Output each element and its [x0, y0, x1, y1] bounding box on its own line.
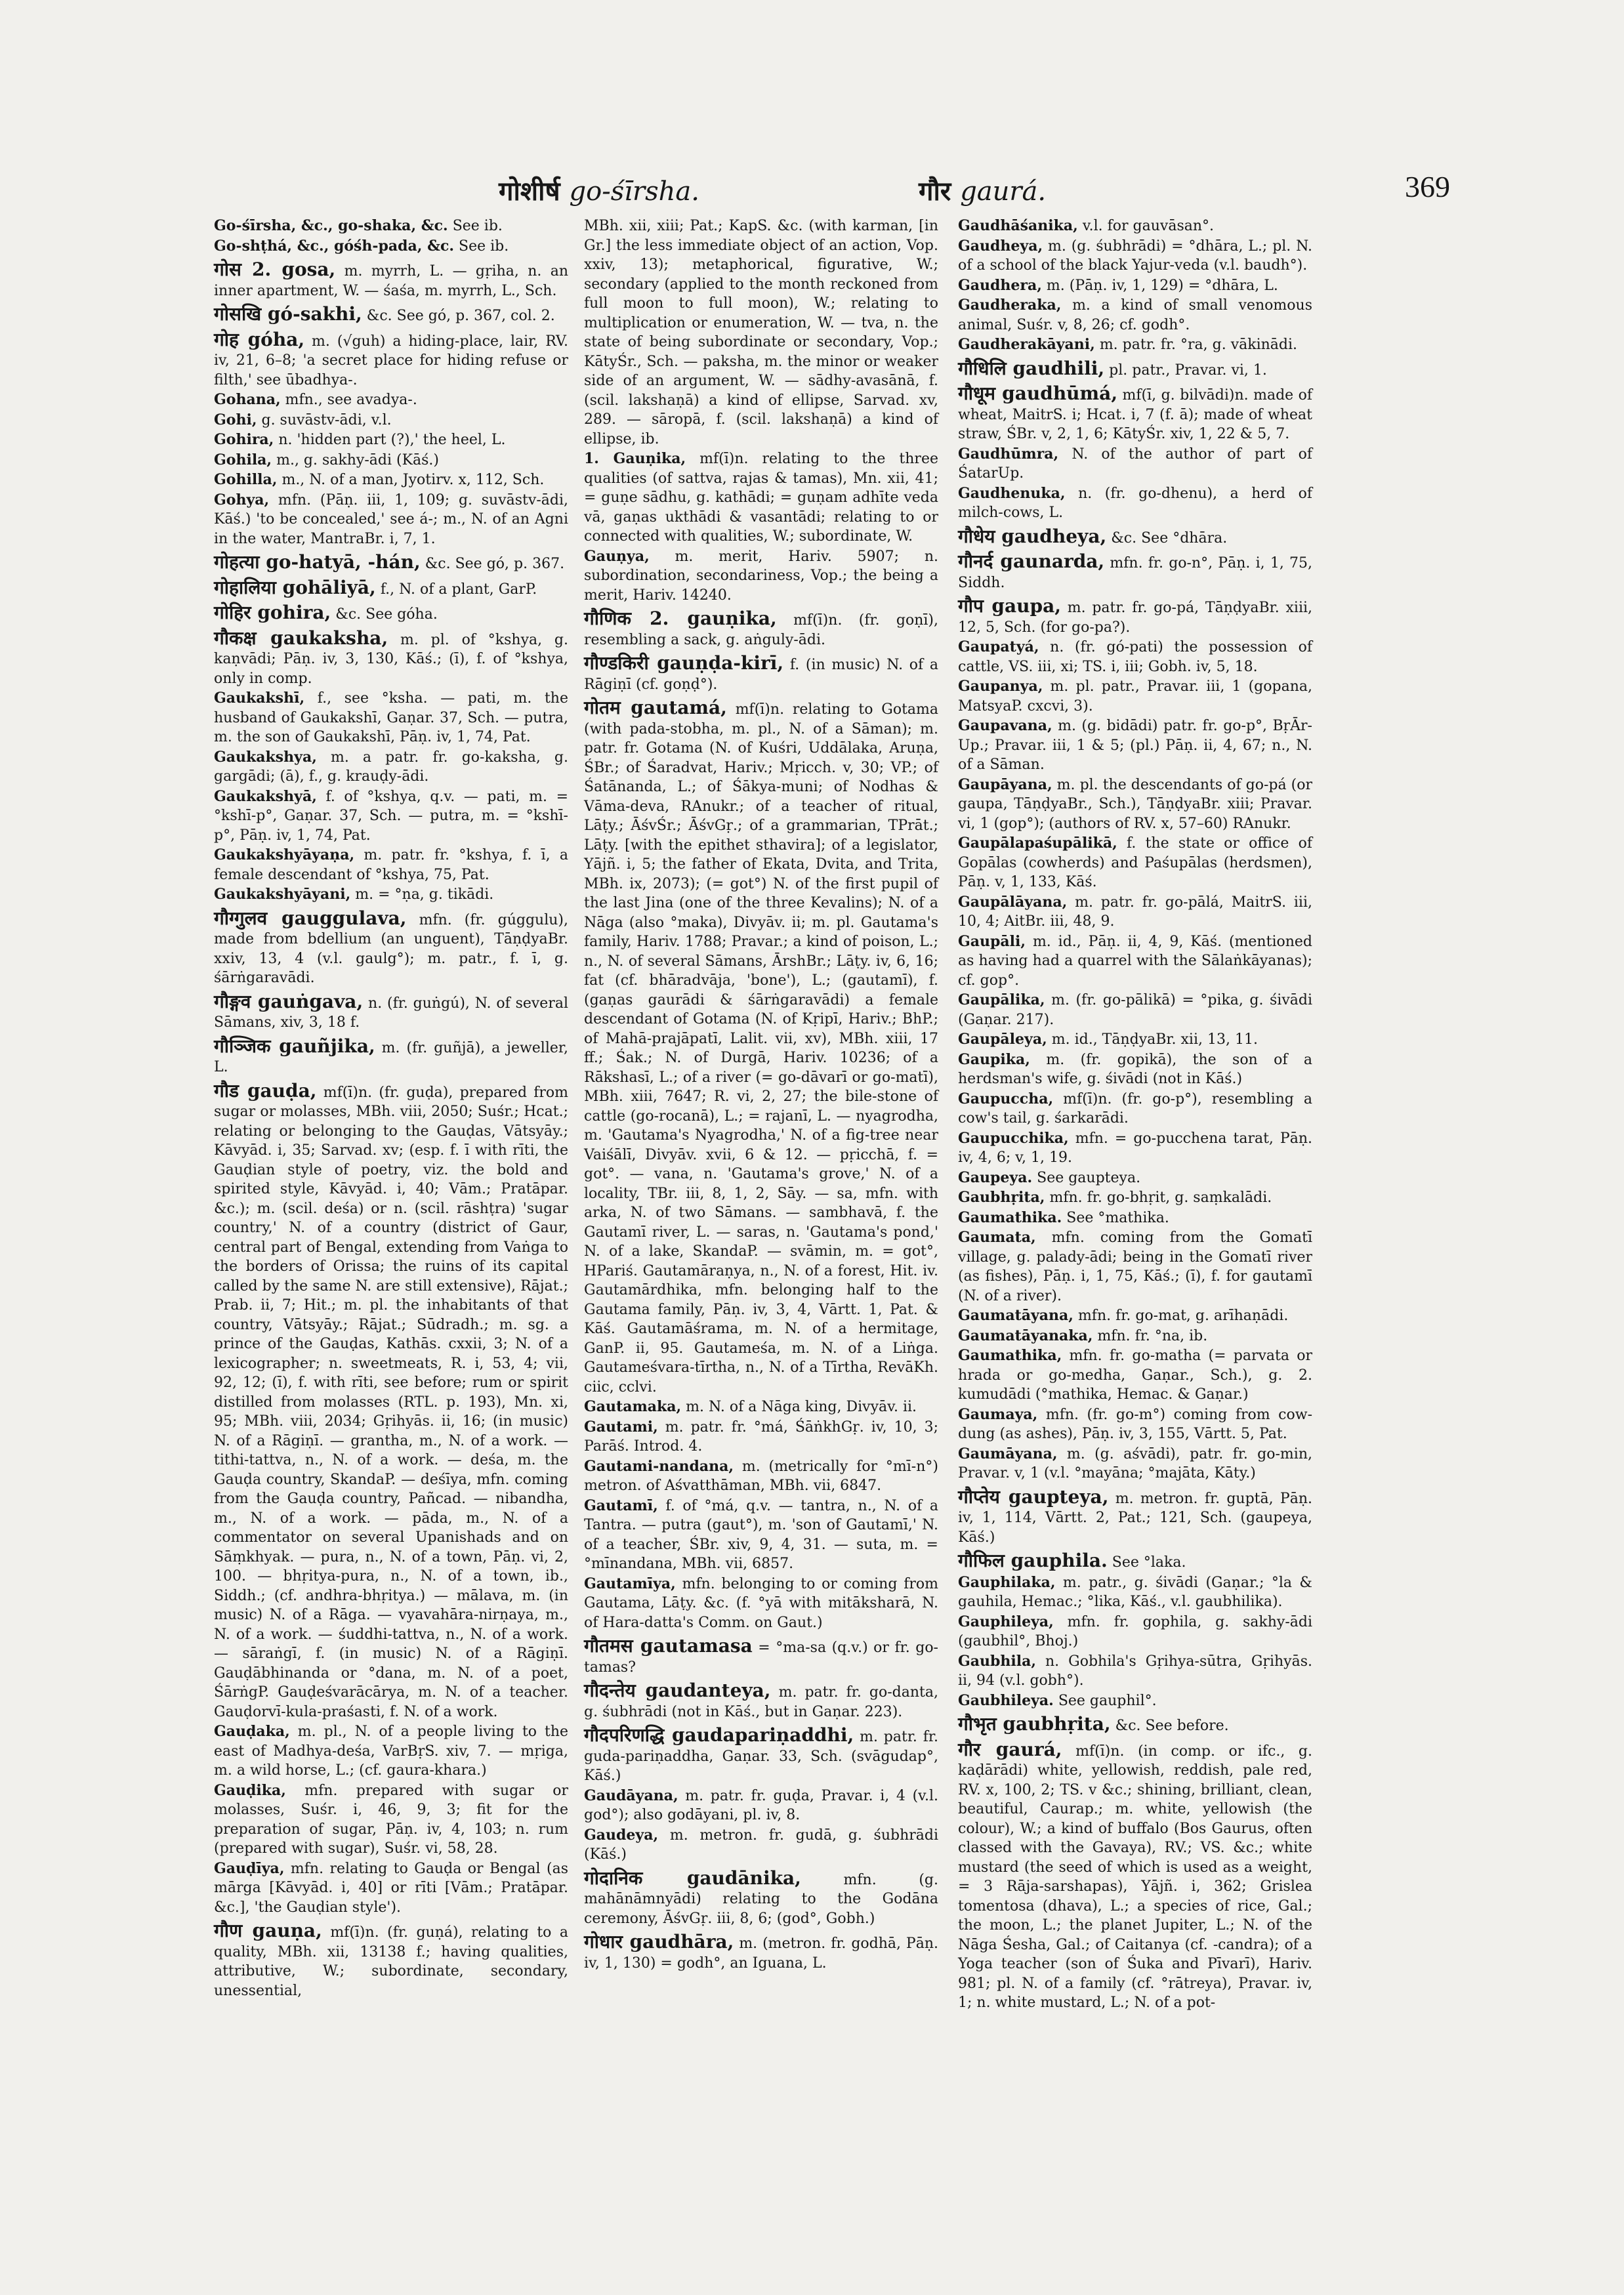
entry-definition: See °laka. [1112, 1554, 1186, 1571]
entry-definition: v.l. for gauvāsan°. [1082, 218, 1215, 234]
entry-definition: g. suvāstv-ādi, v.l. [261, 411, 392, 428]
column-1 [214, 217, 568, 2001]
right-headword-devanagari: गौर [919, 176, 951, 207]
entry-definition: N. of the author of part of ŚatarUp. [958, 445, 1312, 482]
entry-definition: m. myrrh, L. — gṛiha, n. an inner apartment, W. — śaśa, m. myrrh, L., Sch. [214, 263, 568, 299]
dictionary-entry [214, 578, 568, 600]
entry-lemma: गौतमस gautamasa [584, 1635, 753, 1657]
entry-lemma: गोतम gautamá, [584, 697, 727, 718]
entry-definition: MBh. xii, xiii; Pat.; KapS. &c. (with karman, [in Gr.] the less immediate object of an action, Vop. xxiv, 13); metaphorical, figurative, W.; secondary (applied to the month reckoned from full moon to full moon), W.; relating to multiplication or enumeration, W. — tva, n. the state of being subordinate or secondary, Vop.; KātyŚr., Sch. — paksha, m. the minor or weaker side of an argument, W. — sādhy-avasānā, f. (scil. lakshaṇā) a kind of ellipse, Sarvad. xv, 289. — sāropā, f. (scil. lakshaṇā) a kind of ellipse, ib. [584, 218, 938, 447]
dictionary-entry [584, 217, 938, 449]
entry-definition: &c. See °dhāra. [1111, 529, 1228, 547]
entry-lemma: गोधार gaudhāra, [584, 1931, 734, 1953]
dictionary-entry [958, 596, 1312, 637]
dictionary-entry [584, 1497, 938, 1574]
entry-lemma: गोहालिया gohāliyā, [214, 576, 376, 598]
entry-lemma: Gautamaka, [584, 1398, 682, 1415]
entry-lemma: Gaumāyana, [958, 1445, 1058, 1462]
dictionary-entry [958, 237, 1312, 276]
dictionary-entry [958, 1346, 1312, 1405]
entry-definition: pl. patr., Pravar. vi, 1. [1109, 362, 1267, 379]
entry-definition: m. merit, Hariv. 5907; n. subordination, secondariness, Vop.; the being a merit, Hariv. 14240. [584, 548, 938, 604]
dictionary-entry [958, 775, 1312, 834]
entry-definition: mfn. (fr. gúggulu), made from bdellium (an unguent), TāṇḍyaBr. xxiv, 13, 4 (v.l. gaulg°); m. patr., f. ī, g. śārṅgaravādi. [214, 911, 569, 986]
dictionary-entry [958, 893, 1312, 932]
dictionary-entry [584, 1726, 938, 1786]
entry-definition: m. id., Pāṇ. ii, 4, 9, Kāś. (mentioned as having had a quarrel with the Sālaṅkāyanas); cf. gop°. [958, 933, 1312, 989]
dictionary-entry [958, 1445, 1312, 1483]
entry-lemma: गौणिक 2. gauṇika, [584, 608, 777, 629]
dictionary-entry [214, 1921, 568, 2000]
dictionary-entry [958, 1030, 1312, 1050]
entry-lemma: गौग्गुलव gauggulava, [214, 907, 407, 929]
entry-lemma: गोहत्या go-hatyā, -hán, [214, 551, 421, 573]
entry-lemma: गौधिलि gaudhili, [958, 357, 1105, 379]
dictionary-entry [958, 1188, 1312, 1208]
dictionary-entry [958, 834, 1312, 892]
entry-lemma: Gaudhāśanika, [958, 217, 1078, 234]
dictionary-entry [958, 1090, 1312, 1128]
entry-lemma: Gauḍīya, [214, 1859, 285, 1877]
dictionary-entry [214, 1081, 568, 1722]
entry-definition: m. patr. fr. go-danta, g. śubhrādi (not in Kāś., but in Gaṇar. 223). [584, 1684, 938, 1720]
left-headword-devanagari: गोशीर्ष [499, 176, 560, 207]
right-headword [919, 172, 1046, 208]
entry-lemma: Go-shṭhá, &c., góśh-pada, &c. [214, 237, 455, 255]
column-3 [958, 217, 1312, 2014]
dictionary-entry [958, 1327, 1312, 1346]
dictionary-entry [214, 748, 568, 787]
dictionary-entry [214, 787, 568, 846]
dictionary-entry [958, 484, 1312, 523]
entry-definition: m. N. of a Nāga king, Divyāv. ii. [686, 1399, 917, 1415]
dictionary-entry [958, 1168, 1312, 1188]
dictionary-entry [958, 276, 1312, 296]
entry-lemma: Gaupāyana, [958, 775, 1052, 793]
entry-definition: m., N. of a man, Jyotirv. x, 112, Sch. [281, 472, 545, 488]
entry-definition: mfn. fr. go-bhṛit, g. saṃkalādi. [1049, 1189, 1272, 1206]
dictionary-entry [214, 451, 568, 470]
entry-lemma: Gaupāleya, [958, 1031, 1047, 1048]
entry-lemma: Gaubhileya. [958, 1691, 1054, 1709]
left-headword [499, 172, 699, 208]
entry-lemma: Gohilla, [214, 471, 278, 488]
dictionary-entry [958, 1487, 1312, 1548]
dictionary-entry [958, 677, 1312, 716]
right-headword-roman: gaurá. [960, 176, 1047, 207]
dictionary-entry [214, 217, 568, 236]
entry-lemma: Gaukakshī, [214, 690, 305, 707]
entry-lemma: Gohana, [214, 391, 281, 408]
entry-definition: m. a patr. fr. go-kaksha, g. gargādi; (ā), f., g. krauḍy-ādi. [214, 749, 568, 785]
entry-lemma: Gaumata, [958, 1229, 1036, 1246]
entry-lemma: Gohira, [214, 431, 274, 448]
entry-definition: See ib. [459, 238, 509, 255]
entry-lemma: Gaumaya, [958, 1405, 1038, 1423]
dictionary-entry [584, 653, 938, 694]
entry-lemma: Gaudhera, [958, 276, 1042, 294]
entry-definition: mf(ī)n. (fr. guḍa), prepared from sugar or molasses, MBh. viii, 2050; Suśr.; Hcat.; relating or belonging to the Gauḍas, Vātsyāy.; Kāvyād. i, 35; Sarvad. xv; (esp. f. ī with rīti, the Gauḍian style of poetry, viz. the bold and spirited style, Kāvyād. i, 40; Vām.; Pratāpar. &c.); m. (scil. deśa) or n. (scil. rāshṭra) 'sugar country,' N. of a country (district of Gaur, central part of Bengal, extending from Vaṅga to the borders of Orissa; the ruins of its capital called by the same N. are still extensive), Rājat.; Prab. ii, 7; Hit.; m. pl. the inhabitants of that country, Vātsyāy.; Rājat.; Sūdradh.; m. sg. a prince of the Gauḍas, Kathās. cxxii, 3; N. of a lexicographer; n. sweetmeats, R. i, 53, 4; vii, 92, 12; (ī), f. with rīti, see before; rum or spirit distilled from molasses (RTL. p. 193), Mn. xi, 95; MBh. viii, 2034; Gṛihyās. ii, 16; (in music) N. of a Rāgiṇī. — grantha, m., N. of a work. — tithi-tattva, n., N. of a work. — deśa, m. the Gauḍa country, SkandaP. — deśīya, mfn. coming from the Gauḍa country, Pañcad. — nibandha, m., N. of a work. — pāda, m., N. of a commentator on several Upanishads and on Sāṃkhyak. — pura, n., N. of a town, Pāṇ. vi, 2, 100. — bhṛitya-pura, n., N. of a town, ib., Siddh.; (cf. andhra-bhṛitya.) — mālava, m. (in music) N. of a Rāga. — vyavahāra-nirṇaya, m., N. of a work. — śuddhi-tattva, n., N. of a work. — sāraṅgī, f. (in music) N. of a Rāgiṇī. Gauḍābhinanda or °dana, m. N. of a poet, ŚārṅgP. Gauḍeśvarācārya, m. N. of a teacher. Gauḍorvī-kula-praśasti, f. N. of a work. [214, 1084, 568, 1720]
entry-lemma: Gaukakshya, [214, 748, 317, 766]
entry-definition: mfn. (fr. go-m°) coming from cow-dung (as ashes), Pāṇ. iv, 3, 155, Vārtt. 5, Pat. [958, 1406, 1313, 1442]
entry-definition: mfn. (g. mahānāmnyādi) relating to the Godāna ceremony, ĀśvGṛ. iii, 8, 6; (god°, Gobh.) [584, 1871, 939, 1927]
entry-lemma: Gaumathika, [958, 1347, 1062, 1364]
entry-lemma: Gohi, [214, 411, 257, 428]
dictionary-entry [958, 1209, 1312, 1228]
entry-definition: mf(ī)n. (fr. guṇá), relating to a quality, MBh. xii, 13138 f.; having qualities, attributive, W.; subordinate, secondary, unessential, [214, 1924, 568, 1999]
entry-definition: &c. See góha. [335, 606, 438, 623]
entry-lemma: Gaudhenuka, [958, 484, 1066, 502]
dictionary-entry [584, 1826, 938, 1865]
entry-definition: m. = °ṇa, g. tikādi. [355, 886, 494, 903]
entry-definition: m. (fr. go-pālikā) = °pika, g. śivādi (Gaṇar. 217). [958, 992, 1312, 1028]
dictionary-entry [958, 1740, 1312, 2013]
dictionary-entry [958, 384, 1312, 444]
entry-definition: n. (fr. go-dhenu), a herd of milch-cows, L. [958, 485, 1313, 521]
entry-lemma: गोसखि gó-sakhi, [214, 303, 362, 325]
entry-lemma: Gaupanya, [958, 678, 1043, 695]
entry-definition: mfn. fr. go-mat, g. arīhaṇādi. [1077, 1308, 1289, 1324]
entry-lemma: Gautamīya, [584, 1575, 676, 1592]
entry-lemma: Gaudheya, [958, 237, 1043, 255]
dictionary-entry [958, 552, 1312, 592]
dictionary-entry [214, 629, 568, 689]
dictionary-entry [214, 390, 568, 410]
entry-lemma: Gaumathika. [958, 1209, 1062, 1226]
entry-lemma: Gaubhila, [958, 1652, 1037, 1670]
dictionary-entry [958, 296, 1312, 335]
entry-lemma: गौर gaurá, [958, 1738, 1062, 1760]
entry-definition: mf(ī)n. (fr. go-p°), resembling a cow's tail, g. śarkarādi. [958, 1090, 1313, 1127]
left-headword-roman: go-śīrsha. [569, 176, 699, 207]
dictionary-entry [584, 1397, 938, 1417]
dictionary-entry [958, 1405, 1312, 1444]
dictionary-entry [214, 470, 568, 490]
entry-definition: f., see °ksha. — pati, m. the husband of Gaukakshī, Gaṇar. 37, Sch. — putra, m. the son of Gaukakshī, Pāṇ. iv, 1, 74, Pat. [214, 690, 568, 745]
entry-definition: n. 'hidden part (?),' the heel, L. [278, 432, 506, 448]
entry-lemma: Gautami, [584, 1418, 658, 1436]
entry-definition: mfn. belonging to or coming from Gautama, Lāṭy. &c. (f. °yā with mitāksharā, N. of Hara-datta's Comm. on Gaut.) [584, 1575, 938, 1631]
entry-definition: mfn. fr. °na, ib. [1097, 1327, 1208, 1344]
entry-lemma: गौदन्तेय gaudanteya, [584, 1680, 771, 1701]
dictionary-entry [214, 330, 568, 390]
entry-lemma: Gaukakshyā, [214, 787, 317, 805]
entry-lemma: गोदानिक gaudānika, [584, 1867, 801, 1889]
entry-definition: n. Gobhila's Gṛihya-sūtra, Gṛihyās. ii, 94 (v.l. gobh°). [958, 1653, 1312, 1689]
entry-definition: m. (metron. fr. godhā, Pāṇ. iv, 1, 130) = godh°, an Iguana, L. [584, 1935, 938, 1972]
entry-definition: f., N. of a plant, GarP. [380, 581, 537, 598]
entry-lemma: Gaupeya. [958, 1168, 1033, 1186]
dictionary-entry [214, 689, 568, 747]
entry-definition: m. (√guh) a hiding-place, lair, RV. iv, 21, 6–8; 'a secret place for hiding refuse or filth,' see ūbadhya-. [214, 333, 569, 388]
entry-lemma: Gaupuccha, [958, 1090, 1054, 1107]
entry-lemma: Gohya, [214, 491, 270, 508]
dictionary-entry [584, 1787, 938, 1825]
entry-lemma: Gauṇya, [584, 547, 650, 565]
entry-definition: m. patr. fr. go-pālá, MaitrS. iii, 10, 4; AitBr. iii, 48, 9. [958, 894, 1312, 930]
entry-definition: See gauphil°. [1058, 1692, 1157, 1709]
entry-lemma: गौप gaupa, [958, 595, 1061, 617]
dictionary-entry [214, 260, 568, 300]
entry-lemma: Gautami-nandana, [584, 1457, 734, 1475]
entry-lemma: Gaumatāyana, [958, 1307, 1073, 1324]
entry-lemma: Gaudāyana, [584, 1787, 678, 1804]
entry-lemma: गौधेय gaudheya, [958, 525, 1107, 547]
entry-definition: m. patr. fr. °má, ŚāṅkhGṛ. iv, 10, 3; Parāś. Introd. 4. [584, 1418, 938, 1455]
entry-lemma: Gaupālāyana, [958, 893, 1068, 911]
entry-definition: mfn. = go-pucchena tarat, Pāṇ. iv, 4, 6; v, 1, 19. [958, 1130, 1312, 1166]
entry-lemma: गोह góha, [214, 328, 305, 350]
dictionary-entry [958, 638, 1312, 676]
entry-lemma: गौञ्जिक gauñjika, [214, 1035, 375, 1057]
entry-lemma: Gaupavana, [958, 717, 1052, 734]
entry-definition: m. pl. of °kshya, g. kaṇvādi; Pāṇ. iv, 3, 130, Kāś.; (ī), f. of °kshya, only in comp. [214, 631, 568, 687]
entry-lemma: Gaudherakāyani, [958, 336, 1095, 353]
entry-definition: See °mathika. [1066, 1209, 1169, 1226]
entry-definition: mf(ī)n. relating to Gotama (with pada-stobha, m. pl., N. of a Sāman); m. patr. fr. Gotama (N. of Kuśri, Uddālaka, Aruṇa, ŚBr.; of Śaradvat, Hariv.; Mṛicch. v, 30; VP.; of Śatānanda, L.; of Śākya-muni; of Nodhas & Vāma-deva, RAnukr.; of a teacher of ritual, Lāṭy.; ĀśvŚr.; ĀśvGṛ.; of a grammarian, TPrāt.; Lāṭy. [with the epithet sthavira]; of a legislator, Yājñ. i, 5; the father of Ekata, Dvita, and Trita, MBh. ix, 2073); (= got°) N. of the first pupil of the last Jina (one of the three Kevalins); N. of a Nāga (also °maka), Divyāv. ii; m. pl. Gautama's family, Hariv. 1788; Pravar.; a kind of poison, L.; n., N. of several Sāmans, ĀrshBr.; Lāṭy. iv, 6, 16; fat (cf. bhāradvāja, 'bone'), L.; (gautamī), f. (gaṇas gaurādi & śārṅgaravādi) a female descendant of Gotama (N. of Kṛipī, Hariv.; BhP.; of Mahā-prajāpatī, Lalit. vii, xv), MBh. xiii, 17 ff.; Śak.; N. of Durgā, Hariv. 10236; of a Rākshasī, L.; of a river (= go-dāvarī or go-matī), MBh. xiii, 7647; R. vi, 2, 27; the bile-stone of cattle (go-rocanā), L.; = rajanī, L. — nyagrodha, m. 'Gautama's Nyagrodha,' N. of a fig-tree near Vaiśālī, Divyāv. xvii, 6 & 12. — pṛicchā, f. = got°. — vana, n. 'Gautama's grove,' N. of a locality, TBr. iii, 8, 1, 2, Sāy. — sa, mfn. with arka, N. of two Sāmans. — sambhavā, f. the Gautamī river, L. — saras, n. 'Gautama's pond,' N. of a lake, SkandaP. — svāmin, m. = got°, HPariś. Gautamāraṇya, n., N. of a forest, Hit. iv. Gautamārdhika, mfn. belonging half to the Gautama family, Pāṇ. iv, 3, 4, Vārtt. 1, Pat. & Kāś. Gautamāśrama, m. N. of a hermitage, GanP. ii, 95. Gautameśa, m. N. of a Liṅga. Gautameśvara-tīrtha, n., N. of a Tīrtha, RevāKh. ciic, cclvi. [584, 701, 938, 1396]
dictionary-entry [958, 716, 1312, 775]
dictionary-entry [958, 445, 1312, 484]
entry-definition: f. of °kshya, q.v. — pati, m. = °kshī-p°, Gaṇar. 37, Sch. — putra, m. = °kshī-p°, Pāṇ. iv, 1, 74, Pat. [214, 788, 568, 844]
dictionary-entry [958, 1551, 1312, 1573]
dictionary-entry [214, 846, 568, 884]
entry-lemma: Gauphileya, [958, 1613, 1054, 1630]
entry-lemma: Gauḍika, [214, 1781, 286, 1799]
dictionary-entry [584, 1681, 938, 1722]
entry-definition: m. pl., N. of a people living to the east of Madhya-deśa, VarBṛS. xiv, 7. — mṛiga, m. a wild horse, L.; (cf. gaura-khara.) [214, 1724, 569, 1779]
entry-definition: m. pl. the descendants of go-pá (or gaupa, TāṇḍyaBr., Sch.), TāṇḍyaBr. xiii; Pravar. vi, 1 (gop°); (authors of RV. x, 57–60) RAnukr. [958, 776, 1312, 832]
entry-definition: mfn. coming from the Gomatī village, g. palady-ādi; being in the Gomatī river (as fishes), Pāṇ. i, 1, 75, Kāś.; (ī), f. for gautamī (N. of a river). [958, 1230, 1312, 1304]
dictionary-entry [958, 991, 1312, 1029]
entry-definition: mf(ī, g. bilvādi)n. made of wheat, MaitrS. i; Hcat. i, 7 (f. ā); made of wheat straw, ŚBr. v, 2, 1, 6; KātyŚr. xiv, 1, 22 & 5, 7. [958, 387, 1312, 442]
entry-lemma: Gaukakshyāyaṇa, [214, 846, 355, 863]
running-header [217, 165, 1450, 211]
dictionary-entry [584, 1636, 938, 1677]
entry-lemma: गौभृत gaubhṛita, [958, 1713, 1111, 1735]
dictionary-entry [958, 932, 1312, 991]
entry-lemma: Gaudeya, [584, 1826, 659, 1844]
entry-lemma: Gautamī, [584, 1497, 658, 1514]
dictionary-entry [584, 1869, 938, 1929]
dictionary-entry [958, 217, 1312, 236]
entry-definition: m. patr. fr. °kshya, f. ī, a female descendant of °kshya, 75, Pat. [214, 847, 568, 883]
entry-definition: m. (metrically for °mī-n°) metron. of Aśvatthāman, MBh. vii, 6847. [584, 1458, 938, 1494]
entry-lemma: Gauphilaka, [958, 1573, 1056, 1591]
entry-lemma: Gaupucchika, [958, 1129, 1069, 1147]
entry-definition: n. (fr. guṅgú), N. of several Sāmans, xiv, 3, 18 f. [214, 995, 568, 1031]
entry-definition: mfn. fr. go-matha (= parvata or hrada or go-medha, Gaṇar., Sch.), g. 2. kumudādi (°mathika, Hemac. & Gaṇar.) [958, 1348, 1312, 1403]
dictionary-entry [214, 1722, 568, 1781]
entry-definition: mf(ī)n. relating to the three qualities (of sattva, rajas & tamas), Mn. xii, 41; = guṇe sādhu, g. kathādi; = guṇam adhīte veda vā, gaṇas ukthādi & vasantādi; relating to or connected with qualities, W.; subordinate, W. [584, 451, 938, 545]
entry-definition: f. (in music) N. of a Rāgiṇī (cf. goṇḍ°). [584, 657, 938, 693]
entry-definition: m. (fr. gopikā), the son of a herdsman's wife, g. śivādi (not in Kāś.) [958, 1051, 1312, 1087]
entry-definition: m. id., TāṇḍyaBr. xii, 13, 11. [1051, 1031, 1258, 1048]
entry-definition: mfn. (Pāṇ. iii, 1, 109; g. suvāstv-ādi, Kāś.) 'to be concealed,' see á-; m., N. of an Agni in the water, MantraBr. i, 7, 1. [214, 491, 568, 547]
dictionary-entry [584, 1932, 938, 1973]
dictionary-entry [214, 411, 568, 430]
page-number: 369 [1405, 170, 1450, 203]
entry-definition: m. (g. bidādi) patr. fr. go-p°, BṛĀr-Up.; Pravar. iii, 1 & 5; (pl.) Pāṇ. ii, 4, 67; n., N. of a Sāman. [958, 718, 1312, 773]
entry-lemma: Gaupālapaśupālikā, [958, 835, 1117, 852]
entry-definition: f. the state or office of Gopālas (cowherds) and Paśupālas (herdsmen), Pāṇ. v, 1, 133, Kāś. [958, 835, 1312, 890]
entry-lemma: Gaupika, [958, 1050, 1030, 1068]
entry-definition: m. (g. aśvādi), patr. fr. go-min, Pravar. v, 1 (v.l. °mayāna; °majāta, Kāty.) [958, 1445, 1312, 1481]
dictionary-entry [214, 885, 568, 905]
entry-definition: f. of °má, q.v. — tantra, n., N. of a Tantra. — putra (gaut°), m. 'son of Gautamī,' N. of a teacher, ŚBr. xiv, 9, 4, 31. — suta, m. = °mīnandana, MBh. vii, 6857. [584, 1497, 938, 1572]
entry-definition: m. patr. fr. °ra, g. vākinādi. [1099, 337, 1298, 353]
dictionary-entry [584, 1575, 938, 1633]
entry-definition: m. metron. fr. guptā, Pāṇ. iv, 1, 114, Vārtt. 2, Pat.; 121, Sch. (gaupeya, Kāś.) [958, 1490, 1313, 1546]
dictionary-entry [958, 335, 1312, 355]
entry-definition: mfn. relating to Gauḍa or Bengal (as mārga [Kāvyād. i, 40] or rīti [Vām.; Pratāpar. &c.], 'the Gauḍian style'). [214, 1860, 568, 1916]
entry-definition: m. patr. fr. guda-pariṇaddha, Gaṇar. 33, Sch. (svāgudap°, Kāś.) [584, 1729, 938, 1784]
dictionary-entry [214, 552, 568, 574]
dictionary-entry [214, 992, 568, 1033]
dictionary-entry [214, 603, 568, 625]
entry-definition: &c. See gó, p. 367, col. 2. [366, 308, 555, 324]
dictionary-entry [958, 1573, 1312, 1612]
entry-definition: mfn. fr. gophila, g. sakhy-ādi (gaubhil°, Bhoj.) [958, 1613, 1313, 1649]
entry-lemma: गौफिल gauphila. [958, 1550, 1108, 1571]
entry-lemma: Gaumatāyanaka, [958, 1327, 1093, 1344]
entry-definition: m., g. sakhy-ādi (Kāś.) [276, 451, 440, 468]
entry-definition: mfn. prepared with sugar or molasses, Suśr. i, 46, 9, 3; fit for the preparation of sugar, Pāṇ. iv, 4, 103; n. rum (prepared with sugar), Suśr. vi, 58, 28. [214, 1782, 568, 1857]
entry-lemma: Gaupāli, [958, 932, 1026, 950]
dictionary-entry [584, 609, 938, 650]
entry-lemma: गोस 2. gosa, [214, 258, 336, 280]
entry-definition: See ib. [452, 218, 503, 234]
entry-lemma: Gaupālika, [958, 991, 1045, 1008]
entry-lemma: गौनर्द gaunarda, [958, 550, 1105, 572]
dictionary-entry [214, 1781, 568, 1859]
dictionary-entry [958, 1228, 1312, 1306]
dictionary-entry [584, 449, 938, 547]
entry-lemma: गौधूम gaudhūmá, [958, 382, 1118, 404]
dictionary-entry [958, 1714, 1312, 1736]
entry-lemma: Gaubhṛita, [958, 1189, 1045, 1206]
entry-lemma: गौदपरिणद्धि gaudapariṇaddhi, [584, 1724, 854, 1746]
entry-definition: &c. See before. [1115, 1718, 1229, 1734]
entry-definition: mf(ī)n. (in comp. or ifc., g. kaḍārādi) white, yellowish, reddish, pale red, RV. x, 100, 2; TS. v &c.; shining, brilliant, clean, beautiful, Caurap.; m. white, yellowish (the colour), W.; a kind of buffalo (Bos Gaurus, often classed with the Gavaya), RV.; VS. &c.; white mustard (the seed of which is used as a weight, = 3 Rāja-sarshapas), Yājñ. i, 362; Grislea tomentosa (dhava), L.; a species of rice, Gal.; the moon, L.; the planet Jupiter, L.; N. of the Nāga Śesha, Gal.; of Caitanya (cf. -candra); of a Yoga teacher (son of Śuka and Pīvarī), Hariv. 981; pl. N. of a family (cf. °rātreya), Pravar. iv, 1; n. white mustard, L.; N. of a pot- [958, 1743, 1313, 2011]
dictionary-entry [214, 237, 568, 257]
dictionary-entry [958, 1691, 1312, 1711]
entry-definition: m. a kind of small venomous animal, Suśr. v, 8, 26; cf. godh°. [958, 297, 1312, 333]
entry-definition: m. (Pāṇ. iv, 1, 129) = °dhāra, L. [1046, 277, 1278, 294]
entry-definition: m. (fr. guñjā), a jeweller, L. [214, 1039, 568, 1075]
entry-definition: &c. See gó, p. 367. [425, 556, 565, 572]
column-2 [584, 217, 938, 1974]
entry-lemma: गौण्डकिरी gauṇḍa-kirī, [584, 652, 784, 674]
dictionary-entry [958, 1306, 1312, 1326]
entry-definition: mfn. fr. go-n°, Pāṇ. i, 1, 75, Siddh. [958, 555, 1312, 591]
dictionary-entry [958, 359, 1312, 381]
entry-definition: See gaupteya. [1037, 1169, 1141, 1186]
entry-definition: = °ma-sa (q.v.) or fr. go-tamas? [584, 1640, 938, 1676]
entry-definition: m. patr., g. śivādi (Gaṇar.; °la & gauhila, Hemac.; °lika, Kāś., v.l. gaubhilika). [958, 1574, 1312, 1610]
entry-lemma: गौड gauḍa, [214, 1079, 317, 1102]
dictionary-entry [958, 1050, 1312, 1089]
entry-definition: m. (g. śubhrādi) = °dhāra, L.; pl. N. of a school of the black Yajur-veda (v.l. baudh°). [958, 238, 1312, 274]
dictionary-entry [214, 1859, 568, 1918]
entry-definition: mf(ī)n. (fr. goṇī), resembling a sack, g. aṅguly-ādi. [584, 612, 938, 648]
dictionary-entry [214, 909, 568, 988]
dictionary-entry [958, 1613, 1312, 1651]
entry-definition: m. metron. fr. gudā, g. śubhrādi (Kāś.) [584, 1827, 939, 1863]
entry-lemma: गौप्तेय gaupteya, [958, 1485, 1109, 1508]
dictionary-entry [958, 1652, 1312, 1691]
entry-lemma: Go-śīrsha, &c., go-shaka, &c. [214, 217, 448, 234]
entry-lemma: गौङ्गव gauṅgava, [214, 990, 364, 1012]
dictionary-entry [958, 527, 1312, 548]
entry-lemma: गोहिर gohira, [214, 602, 331, 623]
entry-lemma: Gaupatyá, [958, 638, 1039, 655]
entry-definition: m. patr. fr. go-pá, TāṇḍyaBr. xiii, 12, 5, Sch. (for go-pa?). [958, 600, 1313, 636]
dictionary-entry [214, 491, 568, 549]
entry-lemma: 1. Gauṇika, [584, 450, 686, 467]
entry-lemma: Gauḍaka, [214, 1723, 290, 1740]
entry-lemma: Gaukakshyāyani, [214, 886, 351, 903]
entry-lemma: Gaudhūmra, [958, 445, 1059, 463]
dictionary-entry [214, 430, 568, 450]
dictionary-entry [584, 547, 938, 606]
entry-lemma: गौण gauṇa, [214, 1920, 322, 1941]
dictionary-entry [584, 698, 938, 1397]
entry-definition: mfn., see avadya-. [285, 392, 417, 408]
entry-lemma: Gaudheraka, [958, 297, 1062, 314]
entry-definition: n. (fr. gó-pati) the possession of cattle, VS. iii, xi; TS. i, iii; Gobh. iv, 5, 18. [958, 639, 1312, 675]
dictionary-entry [214, 304, 568, 326]
entry-definition: m. patr. fr. guḍa, Pravar. i, 4 (v.l. god°); also godāyani, pl. iv, 8. [584, 1787, 938, 1823]
dictionary-entry [214, 1037, 568, 1077]
dictionary-entry [584, 1457, 938, 1496]
entry-lemma: Gohila, [214, 451, 272, 468]
dictionary-entry [958, 1129, 1312, 1168]
entry-lemma: गौकक्ष gaukaksha, [214, 627, 388, 649]
entry-definition: m. pl. patr., Pravar. iii, 1 (gopana, MatsyaP. cxcvi, 3). [958, 678, 1312, 714]
dictionary-entry [584, 1418, 938, 1457]
